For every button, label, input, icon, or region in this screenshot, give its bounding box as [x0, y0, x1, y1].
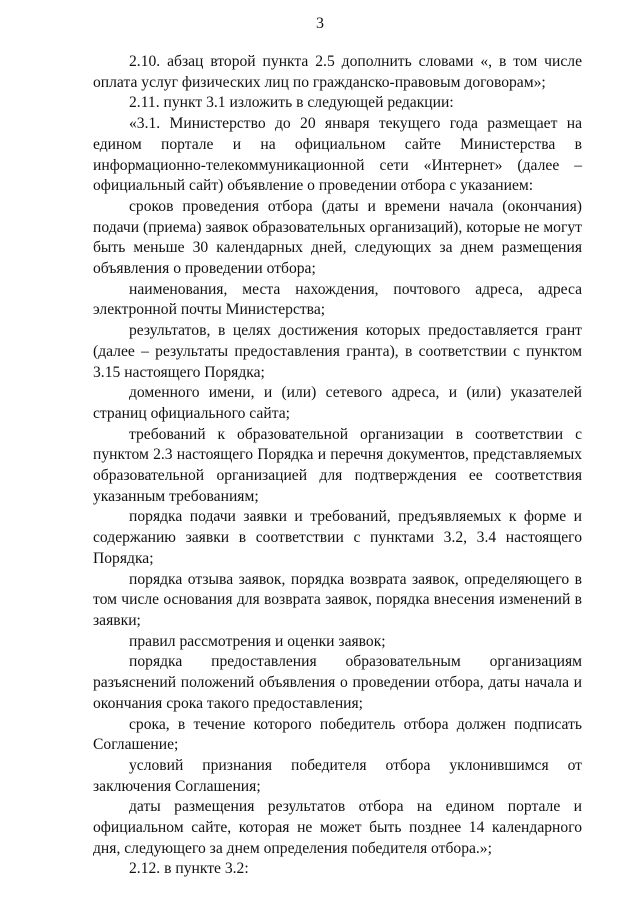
paragraph: доменного имени, и (или) сетевого адреса, и (или) указателей страниц официального сайта;	[93, 384, 582, 422]
paragraph: 2.11. пункт 3.1 изложить в следующей редакции:	[129, 94, 454, 112]
paragraph: даты размещения результатов отбора на едином портале и официальном сайте, которая не может быть позднее 14 календарного дня, следующего за днем определения победителя отбора.»;	[93, 798, 582, 857]
paragraph: 2.12. в пункте 3.2:	[129, 860, 249, 878]
paragraph: наименования, места нахождения, почтового адреса, адреса электронной почты Министерства;	[93, 280, 582, 319]
paragraph: результатов, в целях достижения которых предоставляется грант (далее – результаты предоставления гранта), в соответствии с пунктом 3.15 настоящего Порядка;	[93, 322, 582, 381]
paragraph: 2.10. абзац второй пункта 2.5 дополнить словами «, в том числе оплата услуг физических лиц по гражданско-правовым договорам»;	[93, 53, 582, 91]
paragraph: условий признания победителя отбора уклонившимся от заключения Соглашения;	[93, 756, 582, 795]
page-number: 3	[316, 15, 324, 32]
paragraph: сроков проведения отбора (даты и времени начала (окончания) подачи (приема) заявок образовательных организаций), которые не могут быть меньше 30 календарных дней, следующих за днем размещения объявления о проведении отбора;	[93, 197, 582, 278]
paragraph: порядка отзыва заявок, порядка возврата заявок, определяющего в том числе основания для возврата заявок, порядка внесения изменений в заявки;	[93, 570, 582, 629]
paragraph: правил рассмотрения и оценки заявок;	[129, 632, 386, 650]
paragraph: «3.1. Министерство до 20 января текущего года размещает на едином портале и на официальном сайте Министерства в информационно-телекоммуникационной сети «Интернет» (далее – официальный сайт) объявление о проведении отбора с указанием:	[93, 115, 582, 195]
paragraph: требований к образовательной организации в соответствии с пунктом 2.3 настоящего Порядка и перечня документов, представляемых образовательной организацией для подтверждения ее соответствия указанным требованиям;	[93, 425, 582, 505]
paragraph: срока, в течение которого победитель отбора должен подписать Соглашение;	[93, 715, 582, 754]
document-body	[93, 52, 582, 880]
paragraph: порядка подачи заявки и требований, предъявляемых к форме и содержанию заявки в соответствии с пунктами 3.2, 3.4 настоящего Порядка;	[93, 508, 582, 567]
paragraph: порядка предоставления образовательным организациям разъяснений положений объявления о проведении отбора, даты начала и окончания срока такого предоставления;	[93, 653, 582, 712]
